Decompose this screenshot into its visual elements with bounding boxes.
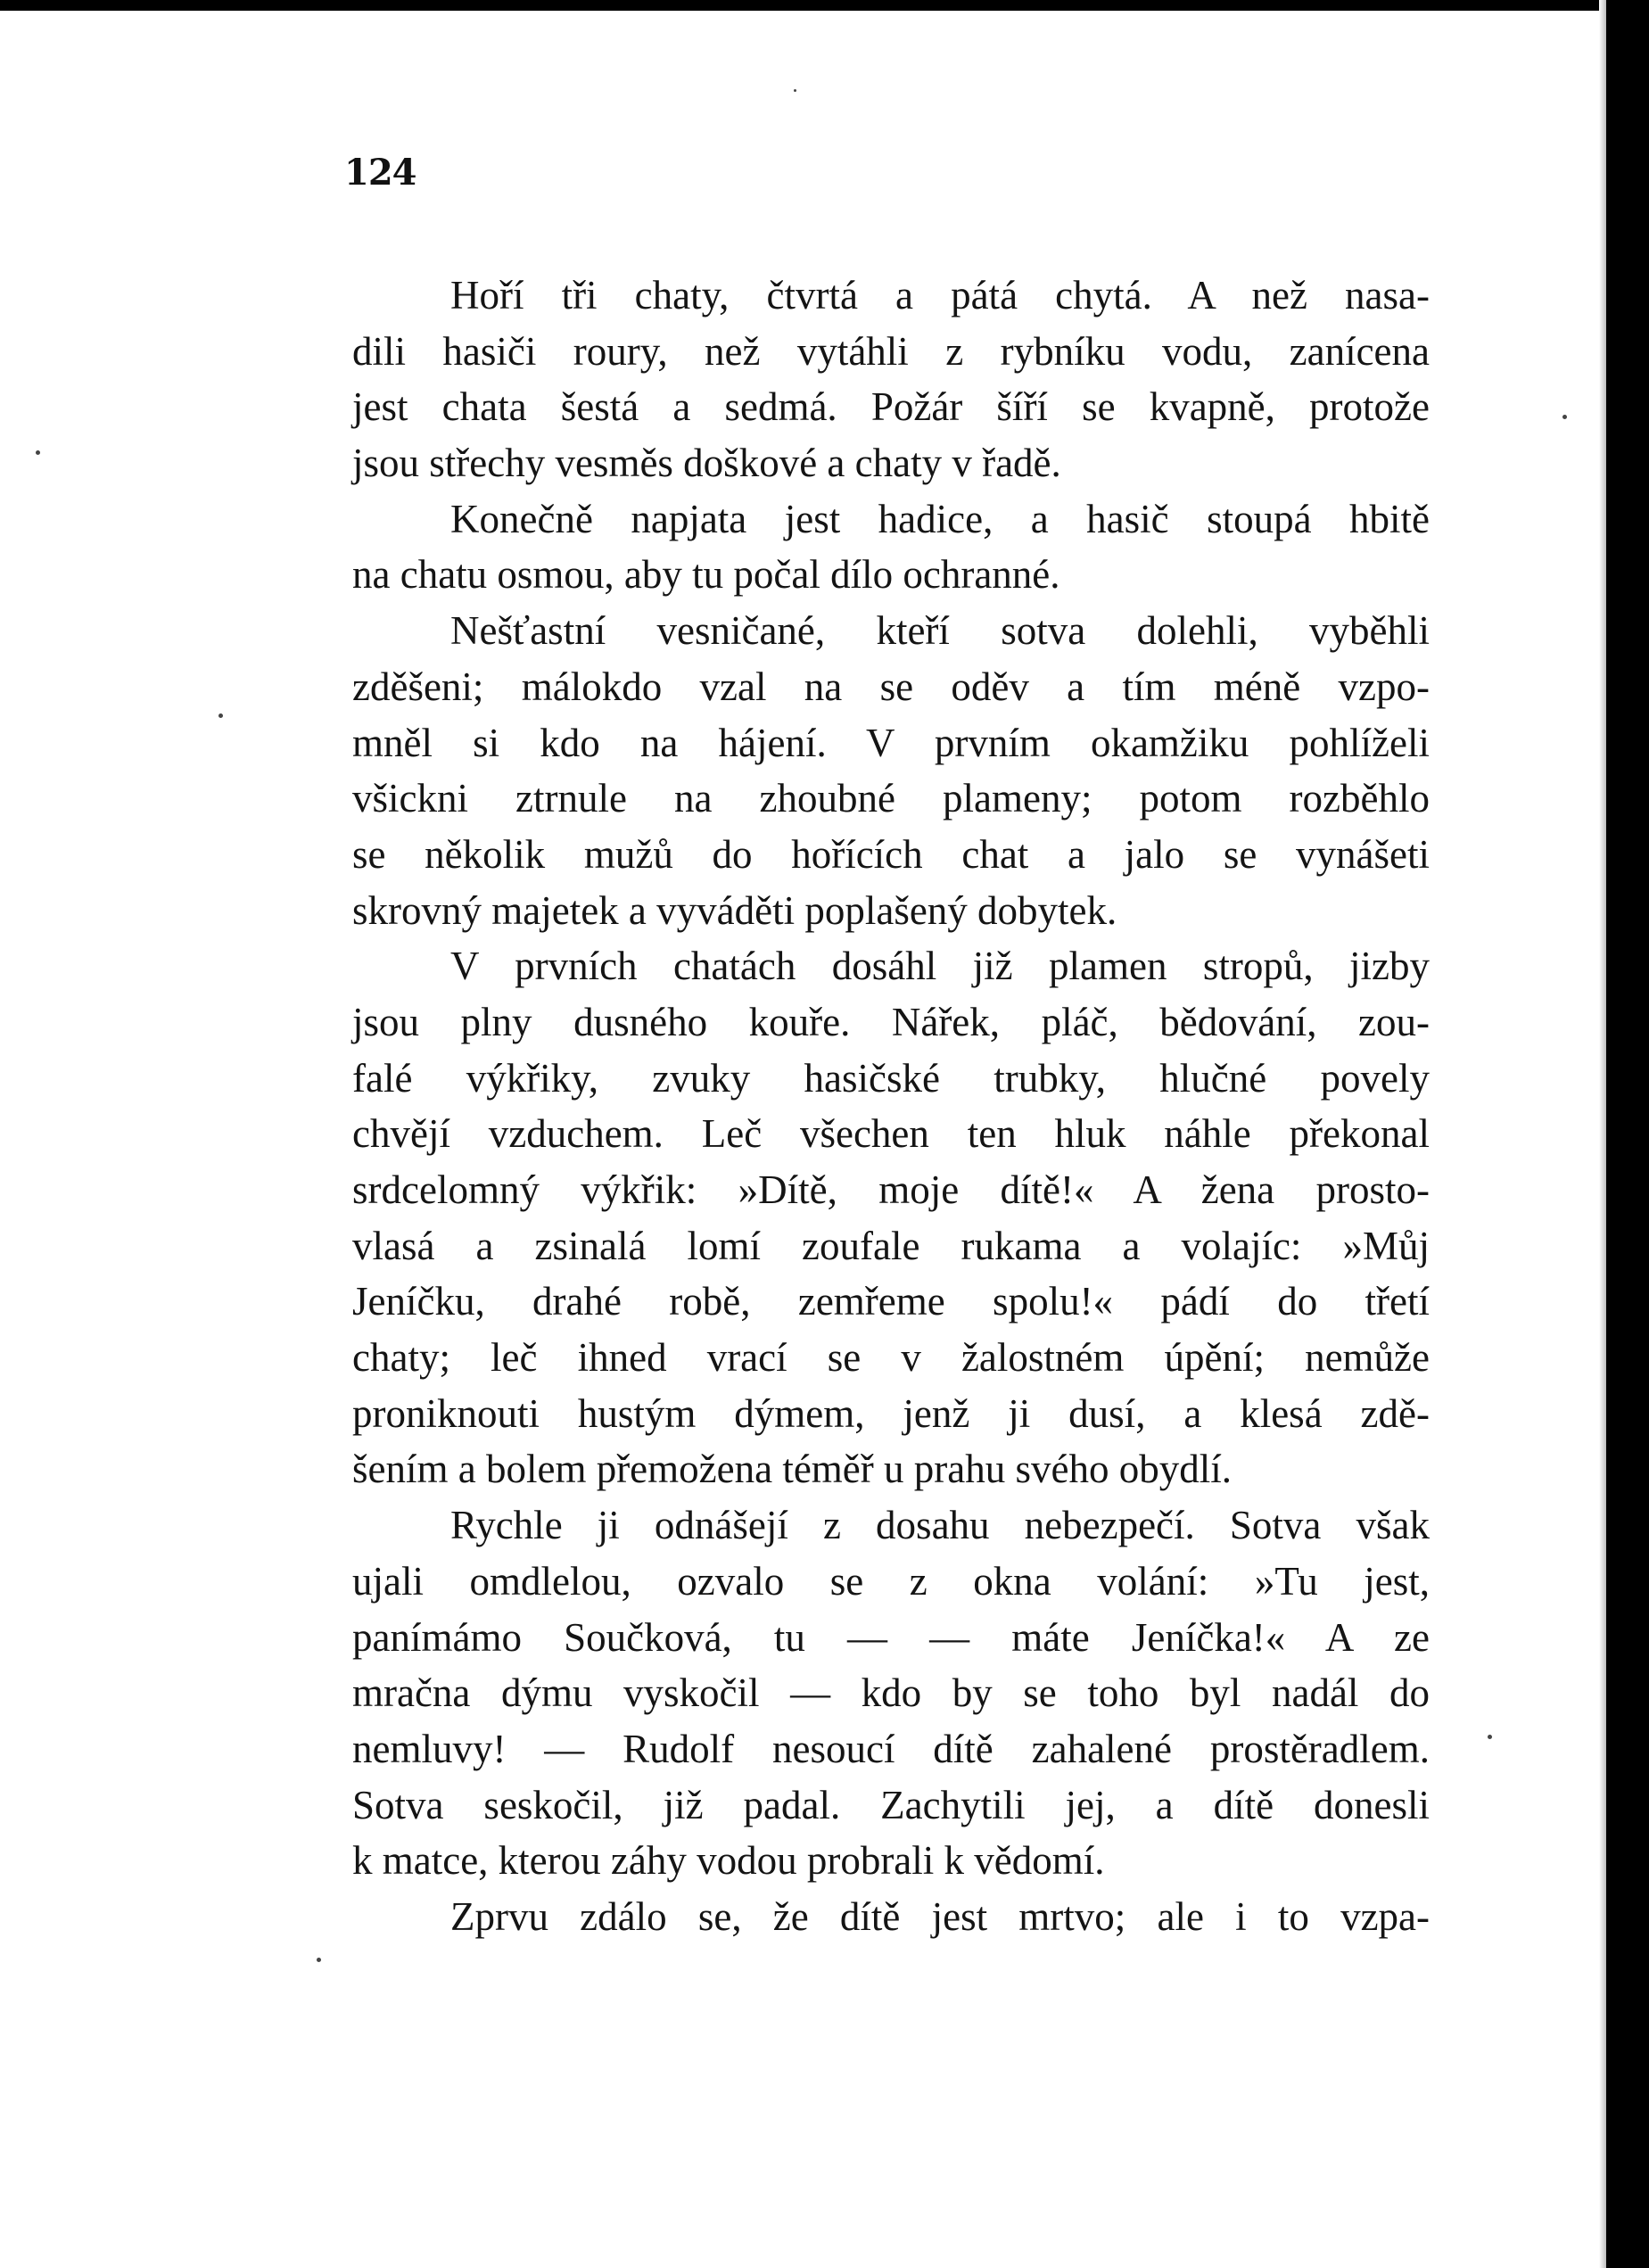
scan-speck [317,1958,321,1962]
text-line: se několik mužů do hořících chat a jalo se vynášeti [352,831,1430,877]
text-line: Konečně napjata jest hadice, a hasič stoupá hbitě [450,496,1430,541]
text-line: proniknouti hustým dýmem, jenž ji dusí, a klesá zdě- [352,1390,1430,1436]
text-line: jsou střechy vesměs doškové a chaty v řadě. [352,441,1061,486]
text-line: vlasá a zsinalá lomí zoufale rukama a volajíc: »Můj [352,1223,1430,1268]
text-line: falé výkřiky, zvuky hasičské trubky, hlučné povely [352,1055,1430,1101]
text-line: skrovný majetek a vyváděti poplašený dobytek. [352,887,1117,933]
scan-speck [1562,415,1567,419]
scan-page-edge-shadow [1599,0,1606,2268]
page-number: 124 [344,152,416,194]
text-line: Jeníčku, drahé robě, zemřeme spolu!« pádí do třetí [352,1279,1430,1324]
text-line: na chatu osmou, aby tu počal dílo ochranné. [352,552,1060,598]
text-line: dili hasiči roury, než vytáhli z rybníku vodu, zanícena [352,328,1430,374]
scan-speck [794,89,796,92]
text-line: jest chata šestá a sedmá. Požár šíří se kvapně, protože [352,384,1430,430]
text-line: Zprvu zdálo se, že dítě jest mrtvo; ale i to vzpa- [450,1893,1430,1939]
text-line: Nešťastní vesničané, kteří sotva dolehli, vyběhli [450,608,1430,654]
text-line: srdcelomný výkřik: »Dítě, moje dítě!« A žena prosto- [352,1167,1430,1212]
text-line: šením a bolem přemožena téměř u prahu svého obydlí. [352,1447,1232,1492]
text-line: chaty; leč ihned vrací se v žalostném úpění; nemůže [352,1335,1430,1381]
text-line: jsou plny dusného kouře. Nářek, pláč, bědování, zou- [352,999,1430,1044]
text-line: panímámo Součková, tu — — máte Jeníčka!« A ze [352,1614,1430,1660]
text-line: mračna dýmu vyskočil — kdo by se toho byl nadál do [352,1670,1430,1716]
text-line: všickni ztrnule na zhoubné plameny; potom rozběhlo [352,776,1430,821]
text-line: k matce, kterou záhy vodou probrali k vědomí. [352,1838,1105,1884]
scan-speck [218,713,223,718]
text-line: Rychle ji odnášejí z dosahu nebezpečí. Sotva však [450,1503,1430,1548]
body-text [352,268,1430,1945]
text-line: mněl si kdo na hájení. V prvním okamžiku pohlíželi [352,720,1430,765]
scan-speck [36,450,40,455]
text-line: V prvních chatách dosáhl již plamen stropů, jizby [450,944,1430,989]
text-line: Hoří tři chaty, čtvrtá a pátá chytá. A než nasa- [450,273,1430,318]
scan-border-top [0,0,1649,11]
scan-border-right [1606,0,1649,2268]
text-line: ujali omdlelou, ozvalo se z okna volání: »Tu jest, [352,1558,1430,1604]
text-line: nemluvy! — Rudolf nesoucí dítě zahalené prostěradlem. [352,1726,1430,1771]
text-line: zděšeni; málokdo vzal na se oděv a tím méně vzpo- [352,664,1430,709]
scan-speck [1488,1735,1492,1739]
text-line: chvějí vzduchem. Leč všechen ten hluk náhle překonal [352,1111,1430,1157]
text-line: Sotva seskočil, již padal. Zachytili jej, a dítě donesli [352,1782,1430,1827]
